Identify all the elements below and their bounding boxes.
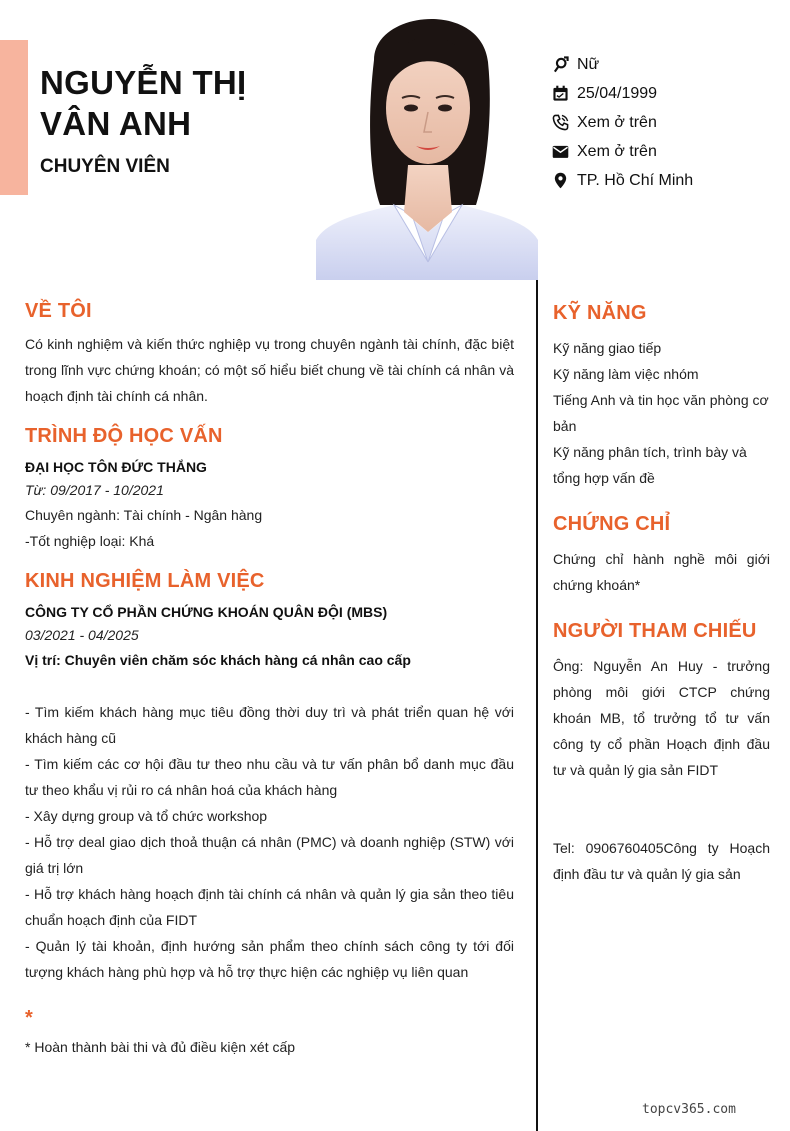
contact-phone: [552, 108, 782, 137]
phone-text: Xem ở trên: [577, 113, 657, 131]
location-text: TP. Hồ Chí Minh: [577, 171, 694, 189]
skill-item: Kỹ năng giao tiếp: [553, 340, 662, 356]
education-school: ĐẠI HỌC TÔN ĐỨC THẮNG: [25, 459, 207, 475]
candidate-name: [40, 62, 247, 144]
watermark: topcv365.com: [642, 1102, 736, 1117]
skills-heading: KỸ NĂNG: [553, 302, 647, 324]
job-title: CHUYÊN VIÊN: [40, 156, 170, 177]
accent-bar: [0, 40, 28, 195]
name-line-2: VÂN ANH: [40, 105, 192, 142]
email-text: Xem ở trên: [577, 142, 657, 160]
contact-location: [552, 166, 782, 195]
experience-duty: - Tìm kiếm khách hàng mục tiêu đồng thời duy trì và phát triển quan hệ với khách hàng cũ: [25, 704, 514, 746]
references-text: Ông: Nguyễn An Huy - trưởng phòng môi giới CTCP chứng khoán MB, tổ trưởng tổ tư vấn công ty cổ phần Hoạch định đầu tư và quản lý gia sản FIDT: [553, 658, 770, 778]
phone-icon: [552, 114, 569, 131]
gender-text: Nữ: [577, 55, 600, 73]
gender-icon: [552, 56, 569, 73]
email-icon: [552, 143, 569, 160]
references-contact: Tel: 0906760405Công ty Hoạch định đầu tư và quản lý gia sản: [553, 840, 770, 882]
experience-duty: - Hỗ trợ khách hàng hoạch định tài chính cá nhân và quản lý gia sản theo tiêu chuẩn hoạch định của FIDT: [25, 886, 514, 928]
skill-item: Kỹ năng làm việc nhóm: [553, 366, 699, 382]
experience-duty: - Hỗ trợ deal giao dịch thoả thuận cá nhân (PMC) và doanh nghiệp (STW) với giá trị lớn: [25, 834, 514, 876]
contact-gender: [552, 50, 782, 79]
name-line-1: NGUYỄN THỊ: [40, 64, 247, 101]
skill-item: Tiếng Anh và tin học văn phòng cơ bản: [553, 392, 769, 434]
birthday-text: 25/04/1999: [577, 84, 658, 102]
contact-email: [552, 137, 782, 166]
experience-duty: - Quản lý tài khoản, định hướng sản phẩm theo chính sách công ty tới đối tượng khách hàng phù hợp và hỗ trợ thực hiện các nghiệp vụ liên quan: [25, 938, 514, 980]
location-icon: [552, 172, 569, 189]
experience-duty: - Tìm kiếm các cơ hội đầu tư theo nhu cầu và tư vấn phân bổ danh mục đầu tư theo khẩu vị rủi ro cá nhân hoá của khách hàng: [25, 756, 514, 798]
contact-birthday: [552, 79, 782, 108]
extra-heading: *: [25, 1007, 33, 1029]
experience-company: CÔNG TY CỔ PHẦN CHỨNG KHOÁN QUÂN ĐỘI (MBS): [25, 604, 388, 620]
column-divider: [536, 280, 538, 1131]
certificates-heading: CHỨNG CHỈ: [553, 513, 671, 535]
education-period: Từ: 09/2017 - 10/2021: [25, 482, 164, 498]
calendar-icon: [552, 85, 569, 102]
experience-duty: - Xây dựng group và tổ chức workshop: [25, 808, 268, 824]
skill-item: Kỹ năng phân tích, trình bày và tổng hợp vấn đề: [553, 444, 747, 486]
left-column: [25, 300, 514, 1060]
references-heading: NGƯỜI THAM CHIẾU: [553, 620, 757, 642]
education-grade: -Tốt nghiệp loại: Khá: [25, 533, 155, 549]
contact-info: [552, 50, 782, 195]
extra-text: * Hoàn thành bài thi và đủ điều kiện xét cấp: [25, 1039, 296, 1055]
education-heading: TRÌNH ĐỘ HỌC VẤN: [25, 425, 223, 447]
about-text: Có kinh nghiệm và kiến thức nghiệp vụ trong chuyên ngành tài chính, đặc biệt trong lĩnh vực chứng khoán; có một số hiểu biết chung về tài chính cá nhân và hoạch định tài chính cá nhân.: [25, 336, 514, 404]
right-column: [553, 302, 770, 887]
experience-position: Vị trí: Chuyên viên chăm sóc khách hàng cá nhân cao cấp: [25, 652, 411, 668]
experience-period: 03/2021 - 04/2025: [25, 627, 139, 643]
profile-photo: [316, 0, 538, 280]
about-heading: VỀ TÔI: [25, 300, 92, 322]
education-major: Chuyên ngành: Tài chính - Ngân hàng: [25, 507, 263, 523]
certificates-text: Chứng chỉ hành nghề môi giới chứng khoán*: [553, 551, 770, 593]
experience-heading: KINH NGHIỆM LÀM VIỆC: [25, 570, 265, 592]
